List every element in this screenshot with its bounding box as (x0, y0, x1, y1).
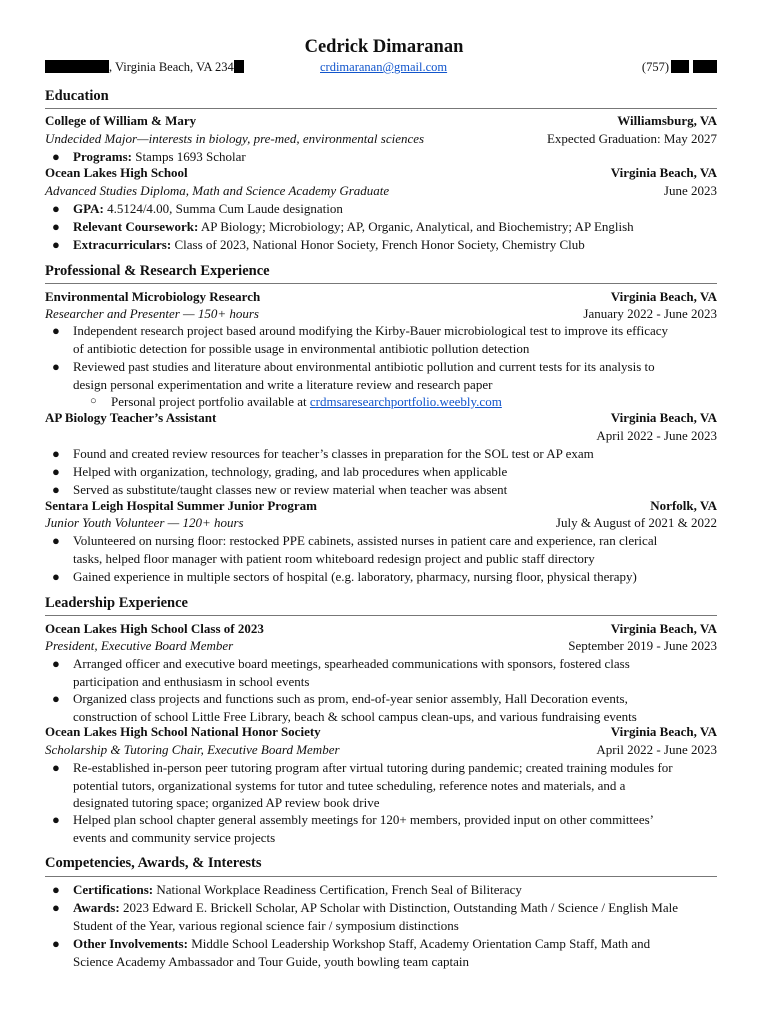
date: April 2022 - June 2023 (596, 742, 717, 757)
section-title-professional: Professional & Research Experience (45, 263, 270, 279)
org-name: Ocean Lakes High School Class of 2023 (45, 621, 264, 636)
contact-line (45, 60, 717, 76)
location: Virginia Beach, VA (610, 289, 717, 304)
email-link[interactable]: crdimaranan@gmail.com (320, 60, 448, 74)
bullet-icon: ● (52, 533, 60, 548)
redaction-block (693, 60, 717, 73)
resume-page: Cedrick Dimaranan , Virginia Beach, VA 234 crdimaranan@gmail.com (757) Education College of William & Mary Williamsburg, VA Undecided Major—interests in biology, pre-med, environmental sciences Expected Graduation: May 2027 ● Programs: Stamps 1693 Scholar Ocean Lakes High School Virginia Beach, VA Advanced Studies Diploma, Math and Science Academy Graduate June 2023 ● GPA: 4.5124/4.00, Summa Cum Laude designation ● Relevant Coursework: AP Biology; Microbiology; AP, Organic, Analytical, and Biochemistry; AP English ● Extracurriculars: Class of 2023, National Honor Society, French Honor Society, Chemistry Club Professional & Research Experience Environmental Microbiology Research Virginia Beach, VA Researcher and Presenter — 150+ hours January 2022 - June 2023 ● Independent research project based around modifying the Kirby-Bauer microbiological test to improve its efficacy of antibiotic detection for possible usage in environmental antibiotic pollution detection ● Reviewed past studies and literature about environmental antibiotic pollution and current tests for its analysis to design personal experimentation and write a literature review and research paper ○ Personal project portfolio available at crdmsaresearchportfolio.weebly.com AP Biology Teacher’s Assistant Virginia Beach, VA April 2022 - June 2023 ● Found and created review resources for teacher’s classes in preparation for the SOL test or AP exam ● Helped with organization, technology, grading, and lab procedures when applicable ● Served as substitute/taught classes new or review material when teacher was absent Sentara Leigh Hospital Summer Junior Program Norfolk, VA Junior Youth Volunteer — 120+ hours July & August of 2021 & 2022 ● Volunteered on nursing floor: restocked PPE cabinets, assisted nurses in patient care and experience, ran clerical tasks, helped floor manager with patient room whiteboard redesign project and public staff directory ● Gained experience in multiple sectors of hospital (e.g. laboratory, pharmacy, nursing floor, physical therapy) Leadership Experience Ocean Lakes High School Class of 2023 Virginia Beach, VA President, Executive Board Member September 2019 - June 2023 ● Arranged officer and executive board meetings, spearheaded communications with sponsors, fostered class participation and enthusiasm in school events ● Organized class projects and functions such as prom, end-of-year senior assembly, Hall Decoration events, construction of school Little Free Library, beach & school campus clean-ups, and various fundraising events Ocean Lakes High School National Honor Society Virginia Beach, VA Scholarship & Tutoring Chair, Executive Board Member April 2022 - June 2023 ● Re-established in-person peer tutoring program after virtual tutoring during pandemic; created training modules for potential tutors, organizational systems for tutor and tutee scheduling, reference notes and materials, and a designated tutoring space; organized AP review book drive ● Helped plan school chapter general assembly meetings for 120+ members, provided input on other committees’ events and community service projects Competencies, Awards, & Interests ● Certifications: National Workplace Readiness Certification, French Seal of Biliteracy ● Awards: 2023 Edward E. Brickell Scholar, AP Scholar with Distinction, Outstanding Math / Science / English Male Student of the Year, various regional science fair / symposium distinctions ● Other Involvements: Middle School Leadership Workshop Staff, Academy Orientation Camp Staff, Math and Science Academy Ambassador and Tour Guide, youth bowling team captain (0, 0, 768, 1024)
date: September 2019 - June 2023 (568, 638, 717, 653)
section-divider (45, 108, 717, 109)
bullet-icon: ● (52, 323, 60, 338)
entry-header (45, 164, 717, 182)
section-divider (45, 283, 717, 284)
bullet-icon: ● (52, 201, 60, 216)
diploma: Advanced Studies Diploma, Math and Science Academy Graduate (45, 183, 390, 198)
date: April 2022 - June 2023 (596, 428, 717, 443)
bullet-icon: ● (52, 569, 60, 584)
location: Williamsburg, VA (617, 113, 717, 128)
section-title-competencies: Competencies, Awards, & Interests (45, 855, 262, 871)
entry-subheader (45, 741, 717, 759)
bullet-icon: ● (52, 812, 60, 827)
location: Virginia Beach, VA (610, 724, 717, 739)
school-name: Ocean Lakes High School (45, 165, 188, 180)
entry-header (45, 497, 717, 515)
role: Scholarship & Tutoring Chair, Executive Board Member (45, 742, 340, 757)
bullet-icon: ● (52, 237, 60, 252)
entry-header (45, 288, 717, 306)
date: January 2022 - June 2023 (583, 306, 717, 321)
section-divider (45, 615, 717, 616)
role: Researcher and Presenter — 150+ hours (45, 306, 259, 321)
bullet-icon: ● (52, 900, 60, 915)
bullet-icon: ● (52, 219, 60, 234)
major: Undecided Major—interests in biology, pre-med, environmental sciences (45, 131, 425, 146)
portfolio-link[interactable]: crdmsaresearchportfolio.weebly.com (309, 394, 502, 409)
entry-header (45, 112, 717, 130)
resume-name: Cedrick Dimaranan (304, 37, 464, 57)
entry-subheader (45, 427, 717, 445)
section-divider (45, 876, 717, 877)
entry-header (45, 620, 717, 638)
bullet-icon: ● (52, 656, 60, 671)
redaction-block (234, 60, 244, 73)
location: Norfolk, VA (650, 498, 717, 513)
bullet-icon: ● (52, 149, 60, 164)
entry-subheader (45, 514, 717, 532)
org-name: AP Biology Teacher’s Assistant (45, 410, 217, 425)
entry-header (45, 409, 717, 427)
bullet-icon: ● (52, 936, 60, 951)
date: Expected Graduation: May 2027 (546, 131, 717, 146)
entry-subheader (45, 130, 717, 148)
entry-subheader (45, 182, 717, 200)
bullet-icon: ● (52, 882, 60, 897)
entry-subheader (45, 637, 717, 655)
school-name: College of William & Mary (45, 113, 197, 128)
entry-header (45, 723, 717, 741)
location: Virginia Beach, VA (610, 410, 717, 425)
bullet-icon: ● (52, 760, 60, 775)
date: July & August of 2021 & 2022 (555, 515, 717, 530)
entry-subheader (45, 305, 717, 323)
role: President, Executive Board Member (45, 638, 234, 653)
bullet-icon: ● (52, 464, 60, 479)
role: Junior Youth Volunteer — 120+ hours (45, 515, 244, 530)
org-name: Sentara Leigh Hospital Summer Junior Program (45, 498, 317, 513)
redaction-block (45, 60, 109, 73)
redaction-block (671, 60, 689, 73)
bullet-icon: ● (52, 446, 60, 461)
section-title-education: Education (45, 88, 109, 104)
bullet-icon: ● (52, 482, 60, 497)
address: , Virginia Beach, VA 234 (45, 60, 244, 75)
phone: (757) (642, 60, 717, 75)
location: Virginia Beach, VA (610, 621, 717, 636)
bullet-icon: ● (52, 691, 60, 706)
date: June 2023 (663, 183, 717, 198)
bullet-icon: ● (52, 359, 60, 374)
org-name: Ocean Lakes High School National Honor Society (45, 724, 321, 739)
section-title-leadership: Leadership Experience (45, 595, 188, 611)
org-name: Environmental Microbiology Research (45, 289, 261, 304)
location: Virginia Beach, VA (610, 165, 717, 180)
circle-bullet-icon: ○ (90, 395, 97, 407)
